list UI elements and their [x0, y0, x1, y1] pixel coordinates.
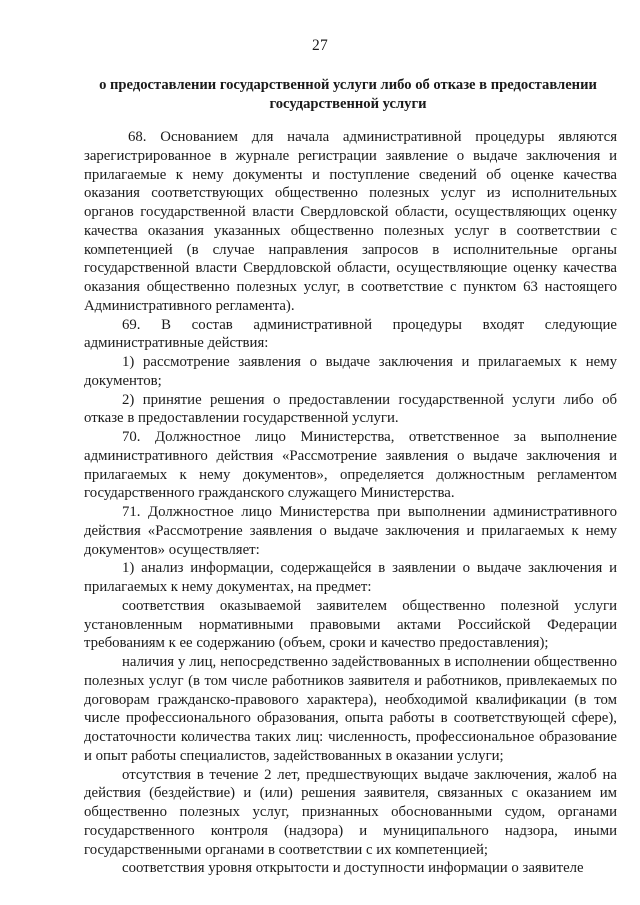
section-heading — [78, 76, 618, 113]
paragraph-71-subitem-4: соответствия уровня открытости и доступности информации о заявителе — [122, 860, 584, 877]
paragraph-71-item-1: 1) анализ информации, содержащейся в заявлении о выдаче заключения и прилагаемых к нему документах, на предмет: — [84, 560, 617, 595]
paragraph-69-item-1: 1) рассмотрение заявления о выдаче заключения и прилагаемых к нему документов; — [84, 354, 617, 389]
page-number: 27 — [312, 37, 328, 54]
paragraph-71: 71. Должностное лицо Министерства при выполнении административного действия «Рассмотрение заявления о выдаче заключения и прилагаемых к нему документов» осуществляет: — [84, 504, 617, 558]
document-body — [84, 128, 617, 878]
paragraph-71-subitem-2: наличия у лиц, непосредственно задействованных в исполнении общественно полезных услуг (в том числе работников заявителя и работников, привлекаемых по договорам гражданско-правового характера), необходимой квалификации (в том числе профессионального образования, опыта работы в соответствующей сфере), достаточности количества таких лиц: численность, профессиональное образование и опыт работы специалистов, задействованных в оказании услуги; — [84, 654, 617, 764]
paragraph-70: 70. Должностное лицо Министерства, ответственное за выполнение административного действия «Рассмотрение заявления о выдаче заключения и прилагаемых к нему документов», определяется должностным регламентом государственного гражданского служащего Министерства. — [84, 429, 617, 502]
section-heading-line-2: государственной услуги — [269, 95, 427, 112]
section-heading-line-1: о предоставлении государственной услуги либо об отказе в предоставлении — [99, 77, 597, 93]
paragraph-69-item-2: 2) принятие решения о предоставлении государственной услуги либо об отказе в предоставлении государственной услуги. — [84, 391, 617, 427]
paragraph-68: 68. Основанием для начала административной процедуры являются зарегистрированное в журнале регистрации заявление о выдаче заключения и прилагаемые к нему документы и поступление сведений об оценке качества оказания соответствующих общественно полезных услуг из исполнительных органов государственной власти Свердловской области, осуществляющих оценку качества оказания указанных общественно полезных услуг в соответствии с компетенцией (в случае направления запросов в исполнительные органы государственной власти Свердловской области, осуществляющие оценку качества оказания общественно полезных услуг, в соответствие с пунктом 63 настоящего Административного регламента). — [84, 129, 617, 314]
paragraph-71-subitem-1: соответствия оказываемой заявителем общественно полезной услуги установленным нормативными правовыми актами Российской Федерации требованиям к ее содержанию (объем, сроки и качество предоставления); — [84, 597, 617, 652]
paragraph-69: 69. В состав административной процедуры входят следующие административные действия: — [84, 316, 617, 352]
paragraph-71-subitem-3: отсутствия в течение 2 лет, предшествующих выдаче заключения, жалоб на действия (бездействие) и (или) решения заявителя, связанных с оказанием им общественно полезных услуг, признанных обоснованными судом, органами государственного контроля (надзора) и муниципального надзора, иными государственными органами в соответствии с их компетенцией; — [84, 766, 617, 858]
